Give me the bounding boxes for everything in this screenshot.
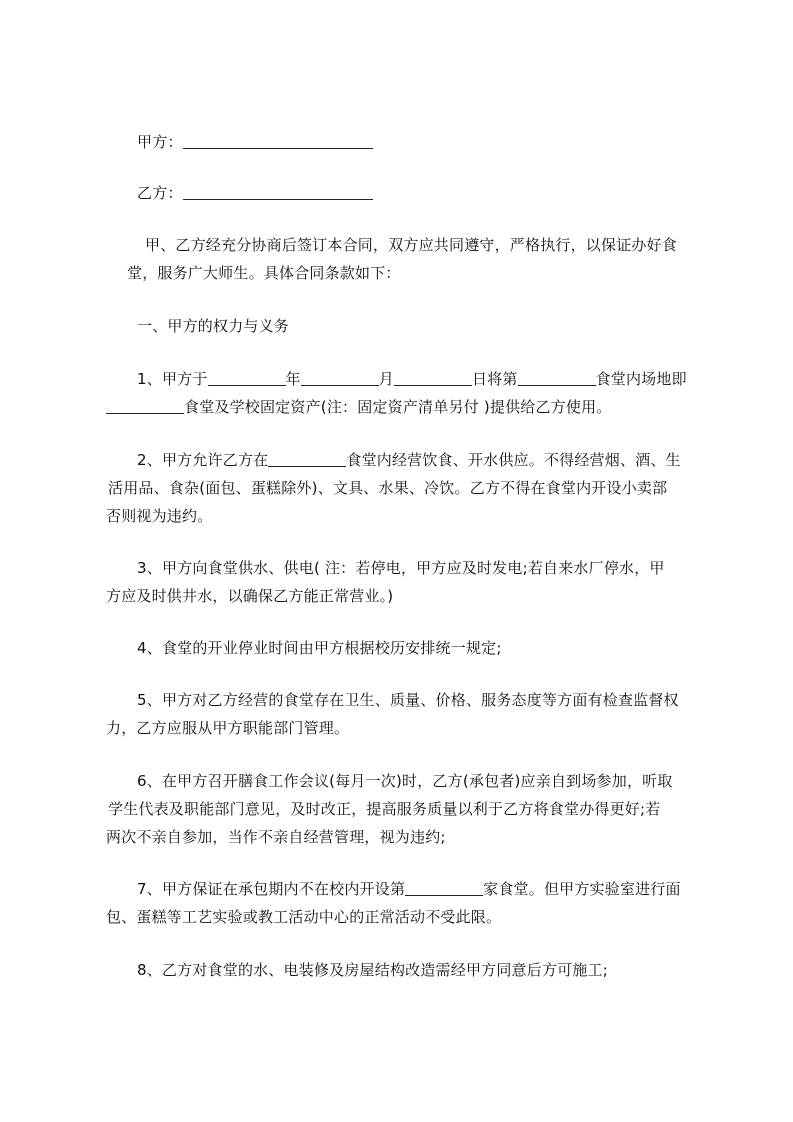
party-b-label: 乙方：: [137, 184, 183, 202]
clause-2-line-2: 活用品、食杂(面包、蛋糕除外)、文具、水果、冷饮。乙方不得在食堂内开设小卖部: [108, 479, 668, 497]
clause-6-line-1: 6、在甲方召开膳食工作会议(每月一次)时，乙方(承包者)应亲自到场参加，听取: [137, 772, 673, 790]
intro-line-1: 甲、乙方经充分协商后签订本合同，双方应共同遵守，严格执行，以保证办好食: [145, 236, 678, 254]
clause-7-line-2: 包、蛋糕等工艺实验或教工活动中心的正常活动不受此限。: [106, 908, 502, 926]
clause-1-part-6: 食堂及学校固定资产(注：固定资产清单另付 )提供给乙方使用。: [184, 398, 612, 416]
clause-2-line-3: 否则视为违约。: [106, 507, 213, 525]
clause-1-part-4: 日将第: [471, 370, 518, 388]
intro-line-2: 堂，服务广大师生。具体合同条款如下：: [127, 264, 401, 282]
clause-7-line-1: [137, 880, 681, 898]
party-a-label: 甲方：: [137, 133, 183, 151]
party-b-line: [137, 184, 373, 202]
clause-1-blank-number: [518, 371, 596, 386]
clause-1-part-5: 食堂内场地即: [595, 370, 687, 388]
clause-2-line-1: [137, 451, 681, 469]
clause-5-line-1: 5、甲方对乙方经营的食堂存在卫生、质量、价格、服务态度等方面有检查监督权: [137, 691, 679, 709]
clause-1-part-2: 年: [285, 370, 301, 388]
clause-1-blank-month: [301, 371, 379, 386]
party-b-blank: [183, 185, 373, 200]
clause-2-part-1: 2、甲方允许乙方在: [137, 451, 269, 469]
clause-1-line-1: [137, 370, 687, 388]
party-a-line: [137, 133, 373, 151]
clause-1-blank-canteen: [106, 399, 184, 414]
clause-3-line-2: 方应及时供井水，以确保乙方能正常营业。): [106, 587, 394, 605]
clause-1-part-3: 月: [378, 370, 394, 388]
clause-1-part-1: 1、甲方于: [137, 370, 208, 388]
clause-1-blank-year: [208, 371, 286, 386]
clause-2-blank-canteen: [268, 452, 346, 467]
clause-1-blank-day: [394, 371, 472, 386]
clause-7-part-1: 7、甲方保证在承包期内不在校内开设第: [137, 880, 406, 898]
clause-6-line-2: 学生代表及职能部门意见，及时改正，提高服务质量以利于乙方将食堂办得更好;若: [108, 800, 661, 818]
clause-7-part-2: 家食堂。但甲方实验室进行面: [483, 880, 681, 898]
clause-5-line-2: 力，乙方应服从甲方职能部门管理。: [106, 719, 350, 737]
clause-7-blank-number: [405, 881, 483, 896]
section-1-title: 一、甲方的权力与义务: [137, 317, 290, 335]
clause-3-line-1: 3、甲方向食堂供水、供电( 注：若停电，甲方应及时发电;若自来水厂停水，甲: [137, 559, 665, 577]
clause-1-line-2: [106, 398, 611, 416]
clause-8-line-1: 8、乙方对食堂的水、电装修及房屋结构改造需经甲方同意后方可施工;: [137, 961, 609, 979]
clause-4-line-1: 4、食堂的开业停业时间由甲方根据校历安排统一规定;: [137, 639, 502, 657]
clause-2-part-2: 食堂内经营饮食、开水供应。不得经营烟、酒、生: [346, 451, 681, 469]
party-a-blank: [183, 134, 373, 149]
clause-6-line-3: 两次不亲自参加，当作不亲自经营管理，视为违约;: [106, 828, 446, 846]
